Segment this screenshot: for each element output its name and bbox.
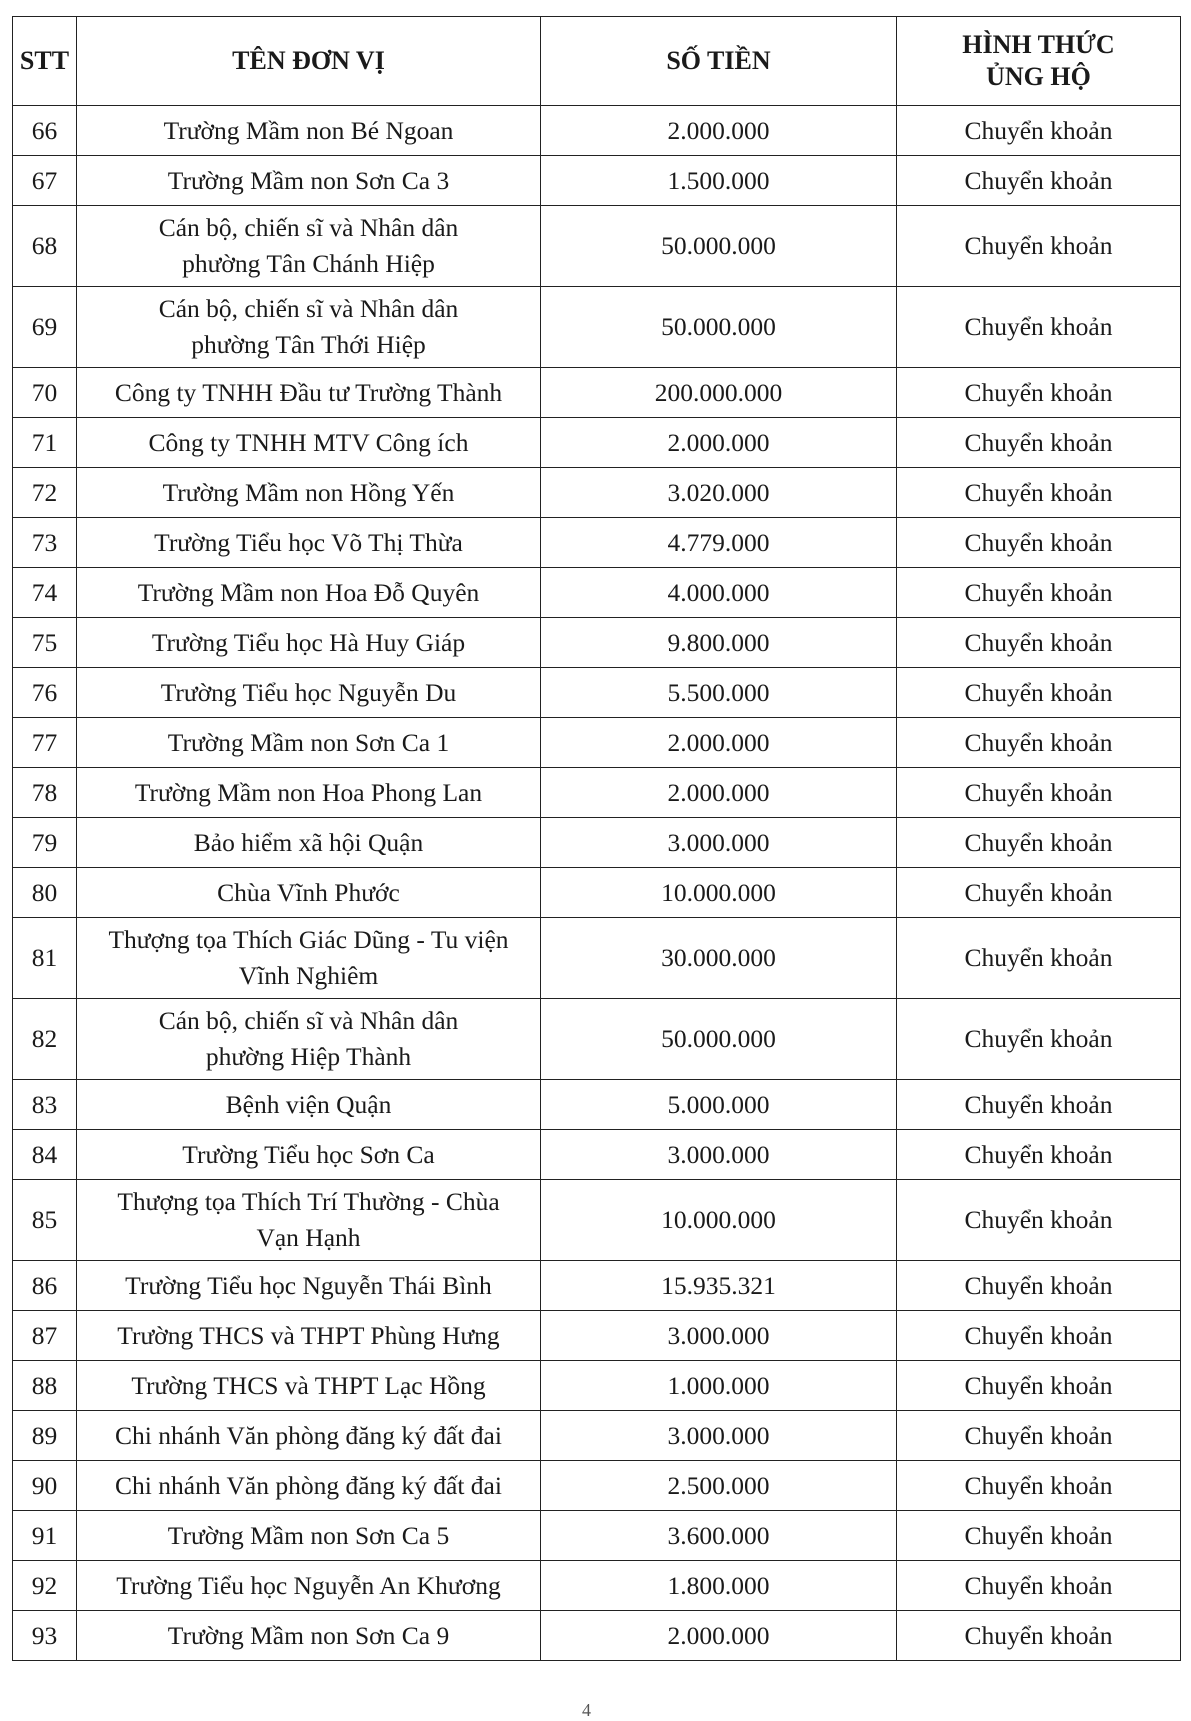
table-row <box>13 568 1181 618</box>
row-name-line: Trường Tiểu học Nguyễn Du <box>160 677 457 707</box>
table-row <box>13 718 1181 768</box>
row-stt: 93 <box>13 1611 77 1661</box>
row-stt: 78 <box>13 768 77 818</box>
row-method: Chuyển khoản <box>897 568 1181 618</box>
row-name <box>77 1361 541 1411</box>
row-name <box>77 818 541 868</box>
row-method: Chuyển khoản <box>897 618 1181 668</box>
row-stt: 89 <box>13 1411 77 1461</box>
row-amount: 15.935.321 <box>541 1261 897 1311</box>
table-row <box>13 1180 1181 1261</box>
row-stt: 88 <box>13 1361 77 1411</box>
table-row <box>13 1130 1181 1180</box>
row-stt: 80 <box>13 868 77 918</box>
row-name <box>77 1611 541 1661</box>
table-row <box>13 1261 1181 1311</box>
row-method: Chuyển khoản <box>897 868 1181 918</box>
row-name-line: Chi nhánh Văn phòng đăng ký đất đai <box>115 1470 502 1500</box>
row-stt: 87 <box>13 1311 77 1361</box>
row-name <box>77 1311 541 1361</box>
row-method: Chuyển khoản <box>897 368 1181 418</box>
row-name-line: Thượng tọa Thích Giác Dũng - Tu viện <box>108 925 509 954</box>
table-row <box>13 818 1181 868</box>
row-method: Chuyển khoản <box>897 1130 1181 1180</box>
table-row <box>13 287 1181 368</box>
row-name-line: Chi nhánh Văn phòng đăng ký đất đai <box>115 1420 502 1450</box>
row-stt: 79 <box>13 818 77 868</box>
table-row <box>13 1311 1181 1361</box>
row-name-line: Công ty TNHH Đầu tư Trường Thành <box>114 377 503 407</box>
row-name <box>77 768 541 818</box>
row-amount: 2.000.000 <box>541 106 897 156</box>
row-stt: 92 <box>13 1561 77 1611</box>
row-name <box>77 1080 541 1130</box>
row-name-line: Thượng tọa Thích Trí Thường - Chùa <box>117 1187 500 1216</box>
row-name-line: Trường Mầm non Hồng Yến <box>162 477 455 507</box>
row-name <box>77 1511 541 1561</box>
row-amount: 1.800.000 <box>541 1561 897 1611</box>
row-method: Chuyển khoản <box>897 718 1181 768</box>
row-stt: 82 <box>13 999 77 1080</box>
row-name-line: phường Hiệp Thành <box>205 1042 412 1071</box>
table-row <box>13 468 1181 518</box>
row-name-line: Công ty TNHH MTV Công ích <box>148 427 469 457</box>
table-body <box>13 106 1181 1661</box>
row-name-line: Trường THCS và THPT Phùng Hưng <box>117 1320 500 1350</box>
table-row <box>13 999 1181 1080</box>
table-row <box>13 868 1181 918</box>
row-name-line: Trường Mầm non Sơn Ca 1 <box>167 727 450 757</box>
row-method: Chuyển khoản <box>897 818 1181 868</box>
row-amount: 3.000.000 <box>541 1130 897 1180</box>
header-method-line1: HÌNH THỨC <box>962 30 1115 59</box>
row-method: Chuyển khoản <box>897 1461 1181 1511</box>
row-amount: 3.000.000 <box>541 1411 897 1461</box>
row-name-line: Trường Mầm non Hoa Đỗ Quyên <box>137 577 480 607</box>
row-name <box>77 1461 541 1511</box>
row-name <box>77 568 541 618</box>
row-amount: 3.000.000 <box>541 1311 897 1361</box>
header-amount: SỐ TIỀN <box>541 17 897 106</box>
row-method: Chuyển khoản <box>897 206 1181 287</box>
row-name-line: Trường Mầm non Sơn Ca 9 <box>167 1620 450 1650</box>
page-number: 4 <box>582 1700 591 1720</box>
row-stt: 73 <box>13 518 77 568</box>
row-stt: 91 <box>13 1511 77 1561</box>
row-amount: 200.000.000 <box>541 368 897 418</box>
row-name <box>77 1561 541 1611</box>
row-stt: 90 <box>13 1461 77 1511</box>
row-name-line: Trường Mầm non Sơn Ca 3 <box>167 165 450 195</box>
row-method: Chuyển khoản <box>897 1311 1181 1361</box>
row-name-line: Vĩnh Nghiêm <box>238 961 379 990</box>
header-name: TÊN ĐƠN VỊ <box>77 17 541 106</box>
row-amount: 10.000.000 <box>541 868 897 918</box>
row-name-line: Trường Tiểu học Sơn Ca <box>182 1139 435 1169</box>
row-name <box>77 1180 541 1261</box>
row-amount: 1.000.000 <box>541 1361 897 1411</box>
table-row <box>13 918 1181 999</box>
row-name <box>77 106 541 156</box>
row-amount: 5.000.000 <box>541 1080 897 1130</box>
row-amount: 2.500.000 <box>541 1461 897 1511</box>
row-name <box>77 999 541 1080</box>
row-name-line: Bệnh viện Quận <box>225 1089 392 1119</box>
row-amount: 50.000.000 <box>541 999 897 1080</box>
table-row <box>13 156 1181 206</box>
row-amount: 3.020.000 <box>541 468 897 518</box>
row-name-line: Vạn Hạnh <box>256 1223 361 1252</box>
row-stt: 66 <box>13 106 77 156</box>
row-method: Chuyển khoản <box>897 287 1181 368</box>
row-name-line: Cán bộ, chiến sĩ và Nhân dân <box>158 213 459 242</box>
row-stt: 69 <box>13 287 77 368</box>
row-name-line: Trường THCS và THPT Lạc Hồng <box>131 1370 486 1400</box>
row-amount: 2.000.000 <box>541 1611 897 1661</box>
row-name <box>77 518 541 568</box>
row-method: Chuyển khoản <box>897 468 1181 518</box>
row-stt: 72 <box>13 468 77 518</box>
row-method: Chuyển khoản <box>897 1561 1181 1611</box>
table-row <box>13 768 1181 818</box>
header-method-line2: ỦNG HỘ <box>986 62 1091 91</box>
header-stt: STT <box>13 17 77 106</box>
row-name <box>77 418 541 468</box>
row-amount: 2.000.000 <box>541 768 897 818</box>
row-name-line: Chùa Vĩnh Phước <box>217 877 400 907</box>
row-name-line: Trường Tiểu học Võ Thị Thừa <box>154 527 463 557</box>
row-amount: 10.000.000 <box>541 1180 897 1261</box>
table-row <box>13 1611 1181 1661</box>
row-stt: 81 <box>13 918 77 999</box>
table-row <box>13 1461 1181 1511</box>
row-name-line: Trường Mầm non Hoa Phong Lan <box>134 777 483 807</box>
row-stt: 71 <box>13 418 77 468</box>
row-stt: 70 <box>13 368 77 418</box>
row-name-line: Cán bộ, chiến sĩ và Nhân dân <box>158 1006 459 1035</box>
table-row <box>13 418 1181 468</box>
row-amount: 50.000.000 <box>541 206 897 287</box>
row-stt: 85 <box>13 1180 77 1261</box>
row-name <box>77 718 541 768</box>
row-amount: 5.500.000 <box>541 668 897 718</box>
row-method: Chuyển khoản <box>897 418 1181 468</box>
row-stt: 76 <box>13 668 77 718</box>
row-method: Chuyển khoản <box>897 1080 1181 1130</box>
row-name-line: Bảo hiểm xã hội Quận <box>193 827 424 857</box>
row-method: Chuyển khoản <box>897 1261 1181 1311</box>
row-amount: 30.000.000 <box>541 918 897 999</box>
table-row <box>13 1561 1181 1611</box>
row-stt: 74 <box>13 568 77 618</box>
row-method: Chuyển khoản <box>897 156 1181 206</box>
row-amount: 3.000.000 <box>541 818 897 868</box>
row-stt: 86 <box>13 1261 77 1311</box>
row-method: Chuyển khoản <box>897 999 1181 1080</box>
row-method: Chuyển khoản <box>897 1361 1181 1411</box>
row-method: Chuyển khoản <box>897 918 1181 999</box>
row-method: Chuyển khoản <box>897 1611 1181 1661</box>
row-method: Chuyển khoản <box>897 1180 1181 1261</box>
row-name <box>77 668 541 718</box>
row-method: Chuyển khoản <box>897 518 1181 568</box>
row-method: Chuyển khoản <box>897 1511 1181 1561</box>
row-name-line: phường Tân Thới Hiệp <box>191 330 426 359</box>
row-stt: 67 <box>13 156 77 206</box>
row-name <box>77 618 541 668</box>
table-row <box>13 206 1181 287</box>
row-name <box>77 206 541 287</box>
row-amount: 2.000.000 <box>541 418 897 468</box>
row-amount: 1.500.000 <box>541 156 897 206</box>
row-stt: 75 <box>13 618 77 668</box>
row-name-line: Cán bộ, chiến sĩ và Nhân dân <box>158 294 459 323</box>
table-row <box>13 1411 1181 1461</box>
row-method: Chuyển khoản <box>897 668 1181 718</box>
donation-table <box>12 16 1181 1661</box>
row-name-line: Trường Mầm non Bé Ngoan <box>163 115 454 145</box>
row-name-line: Trường Tiểu học Nguyễn An Khương <box>116 1570 501 1600</box>
row-stt: 84 <box>13 1130 77 1180</box>
row-name <box>77 1130 541 1180</box>
row-amount: 4.779.000 <box>541 518 897 568</box>
row-amount: 9.800.000 <box>541 618 897 668</box>
row-name <box>77 468 541 518</box>
table-header-row <box>13 17 1181 106</box>
header-method <box>897 17 1181 106</box>
row-name-line: phường Tân Chánh Hiệp <box>182 249 435 278</box>
row-method: Chuyển khoản <box>897 106 1181 156</box>
row-method: Chuyển khoản <box>897 1411 1181 1461</box>
row-amount: 2.000.000 <box>541 718 897 768</box>
row-stt: 68 <box>13 206 77 287</box>
table-row <box>13 618 1181 668</box>
table-row <box>13 368 1181 418</box>
row-name <box>77 287 541 368</box>
table-row <box>13 668 1181 718</box>
table-row <box>13 106 1181 156</box>
row-name-line: Trường Tiểu học Nguyễn Thái Bình <box>125 1270 492 1300</box>
row-name <box>77 918 541 999</box>
table-row <box>13 1511 1181 1561</box>
table-row <box>13 1361 1181 1411</box>
row-name <box>77 368 541 418</box>
row-stt: 83 <box>13 1080 77 1130</box>
row-stt: 77 <box>13 718 77 768</box>
row-name <box>77 1411 541 1461</box>
row-amount: 4.000.000 <box>541 568 897 618</box>
row-name-line: Trường Mầm non Sơn Ca 5 <box>167 1520 450 1550</box>
row-method: Chuyển khoản <box>897 768 1181 818</box>
table-row <box>13 518 1181 568</box>
table-row <box>13 1080 1181 1130</box>
row-name <box>77 868 541 918</box>
row-name-line: Trường Tiểu học Hà Huy Giáp <box>151 627 466 657</box>
row-amount: 3.600.000 <box>541 1511 897 1561</box>
row-name <box>77 1261 541 1311</box>
row-amount: 50.000.000 <box>541 287 897 368</box>
row-name <box>77 156 541 206</box>
